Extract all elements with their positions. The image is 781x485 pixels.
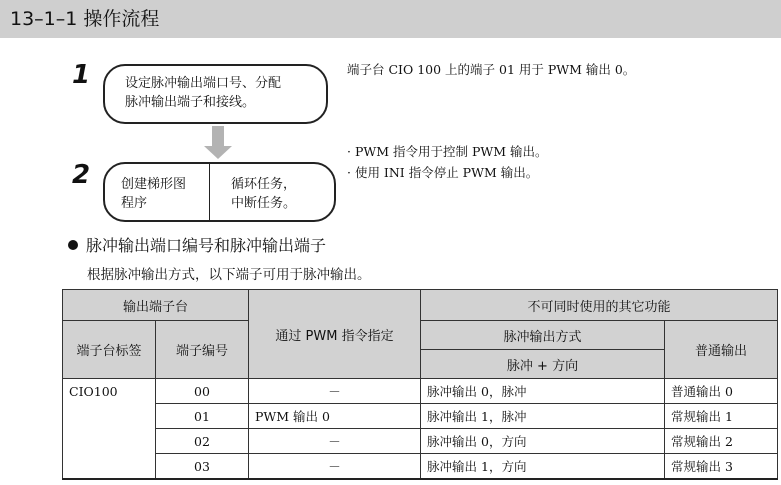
cell-terminal-number: 00 [156, 379, 249, 404]
cell-terminal-number: 01 [156, 404, 249, 429]
terminal-table [62, 289, 778, 480]
header-pulse-method: 脉冲输出方式 [421, 321, 665, 350]
section-title: 脉冲输出端口编号和脉冲输出端子 [86, 236, 327, 255]
step-2-right-cell [231, 175, 296, 213]
step-2-left-line-2: 程序 [121, 196, 148, 211]
header-pwm-specified: 通过 PWM 指令指定 [249, 290, 421, 379]
header-terminal-number: 端子编号 [156, 321, 249, 379]
cell-pwm: － [249, 454, 421, 480]
cell-terminal-label [63, 429, 156, 454]
cell-terminal-label [63, 454, 156, 480]
cell-normal: 普通输出 0 [665, 379, 778, 404]
step-2-divider [209, 164, 210, 220]
header-other-functions: 不可同时使用的其它功能 [421, 290, 778, 321]
header-pulse-direction: 脉冲 + 方向 [421, 350, 665, 379]
section-heading [68, 233, 326, 256]
cell-pulse: 脉冲输出 0，方向 [421, 429, 665, 454]
cell-pulse: 脉冲输出 1，脉冲 [421, 404, 665, 429]
table-row [63, 379, 778, 404]
header-output-terminal: 输出端子台 [63, 290, 249, 321]
step-1-number: 1 [72, 60, 91, 90]
header-terminal-label: 端子台标签 [63, 321, 156, 379]
cell-terminal-number: 02 [156, 429, 249, 454]
table-row [63, 404, 778, 429]
cell-terminal-number: 03 [156, 454, 249, 480]
cell-pulse: 脉冲输出 1，方向 [421, 454, 665, 480]
cell-terminal-label: CIO100 [63, 379, 156, 404]
cell-pwm: PWM 输出 0 [249, 404, 421, 429]
step-2-box [103, 162, 336, 222]
cell-pwm: － [249, 379, 421, 404]
step-2-left-cell [121, 175, 186, 213]
cell-normal: 常规输出 1 [665, 404, 778, 429]
cell-normal: 常规输出 3 [665, 454, 778, 480]
step-1-text-line-2: 脉冲输出端子和接线。 [125, 95, 256, 110]
page-header [0, 0, 781, 38]
cell-terminal-label [63, 404, 156, 429]
cell-pwm: － [249, 429, 421, 454]
page-title: 13–1–1 操作流程 [10, 8, 160, 30]
step-2-left-line-1: 创建梯形图 [121, 177, 187, 192]
step-2-note-2: · 使用 INI 指令停止 PWM 输出。 [347, 165, 539, 180]
step-1-text-line-1: 设定脉冲输出端口号、分配 [125, 76, 282, 91]
flow-arrow-icon [204, 146, 232, 159]
step-2-note-1: · PWM 指令用于控制 PWM 输出。 [347, 144, 548, 159]
cell-pulse: 脉冲输出 0，脉冲 [421, 379, 665, 404]
section-intro: 根据脉冲输出方式，以下端子可用于脉冲输出。 [87, 267, 371, 283]
step-1-box [103, 64, 328, 124]
step-1-note: 端子台 CIO 100 上的端子 01 用于 PWM 输出 0。 [347, 62, 636, 77]
step-2-right-line-2: 中断任务。 [231, 196, 297, 211]
step-2-right-line-1: 循环任务， [231, 177, 297, 192]
flow-arrow-stem [212, 126, 224, 147]
table-row [63, 429, 778, 454]
step-2-number: 2 [72, 160, 91, 190]
bullet-icon [68, 240, 78, 250]
table-row [63, 454, 778, 480]
cell-normal: 常规输出 2 [665, 429, 778, 454]
header-normal-output: 普通输出 [665, 321, 778, 379]
